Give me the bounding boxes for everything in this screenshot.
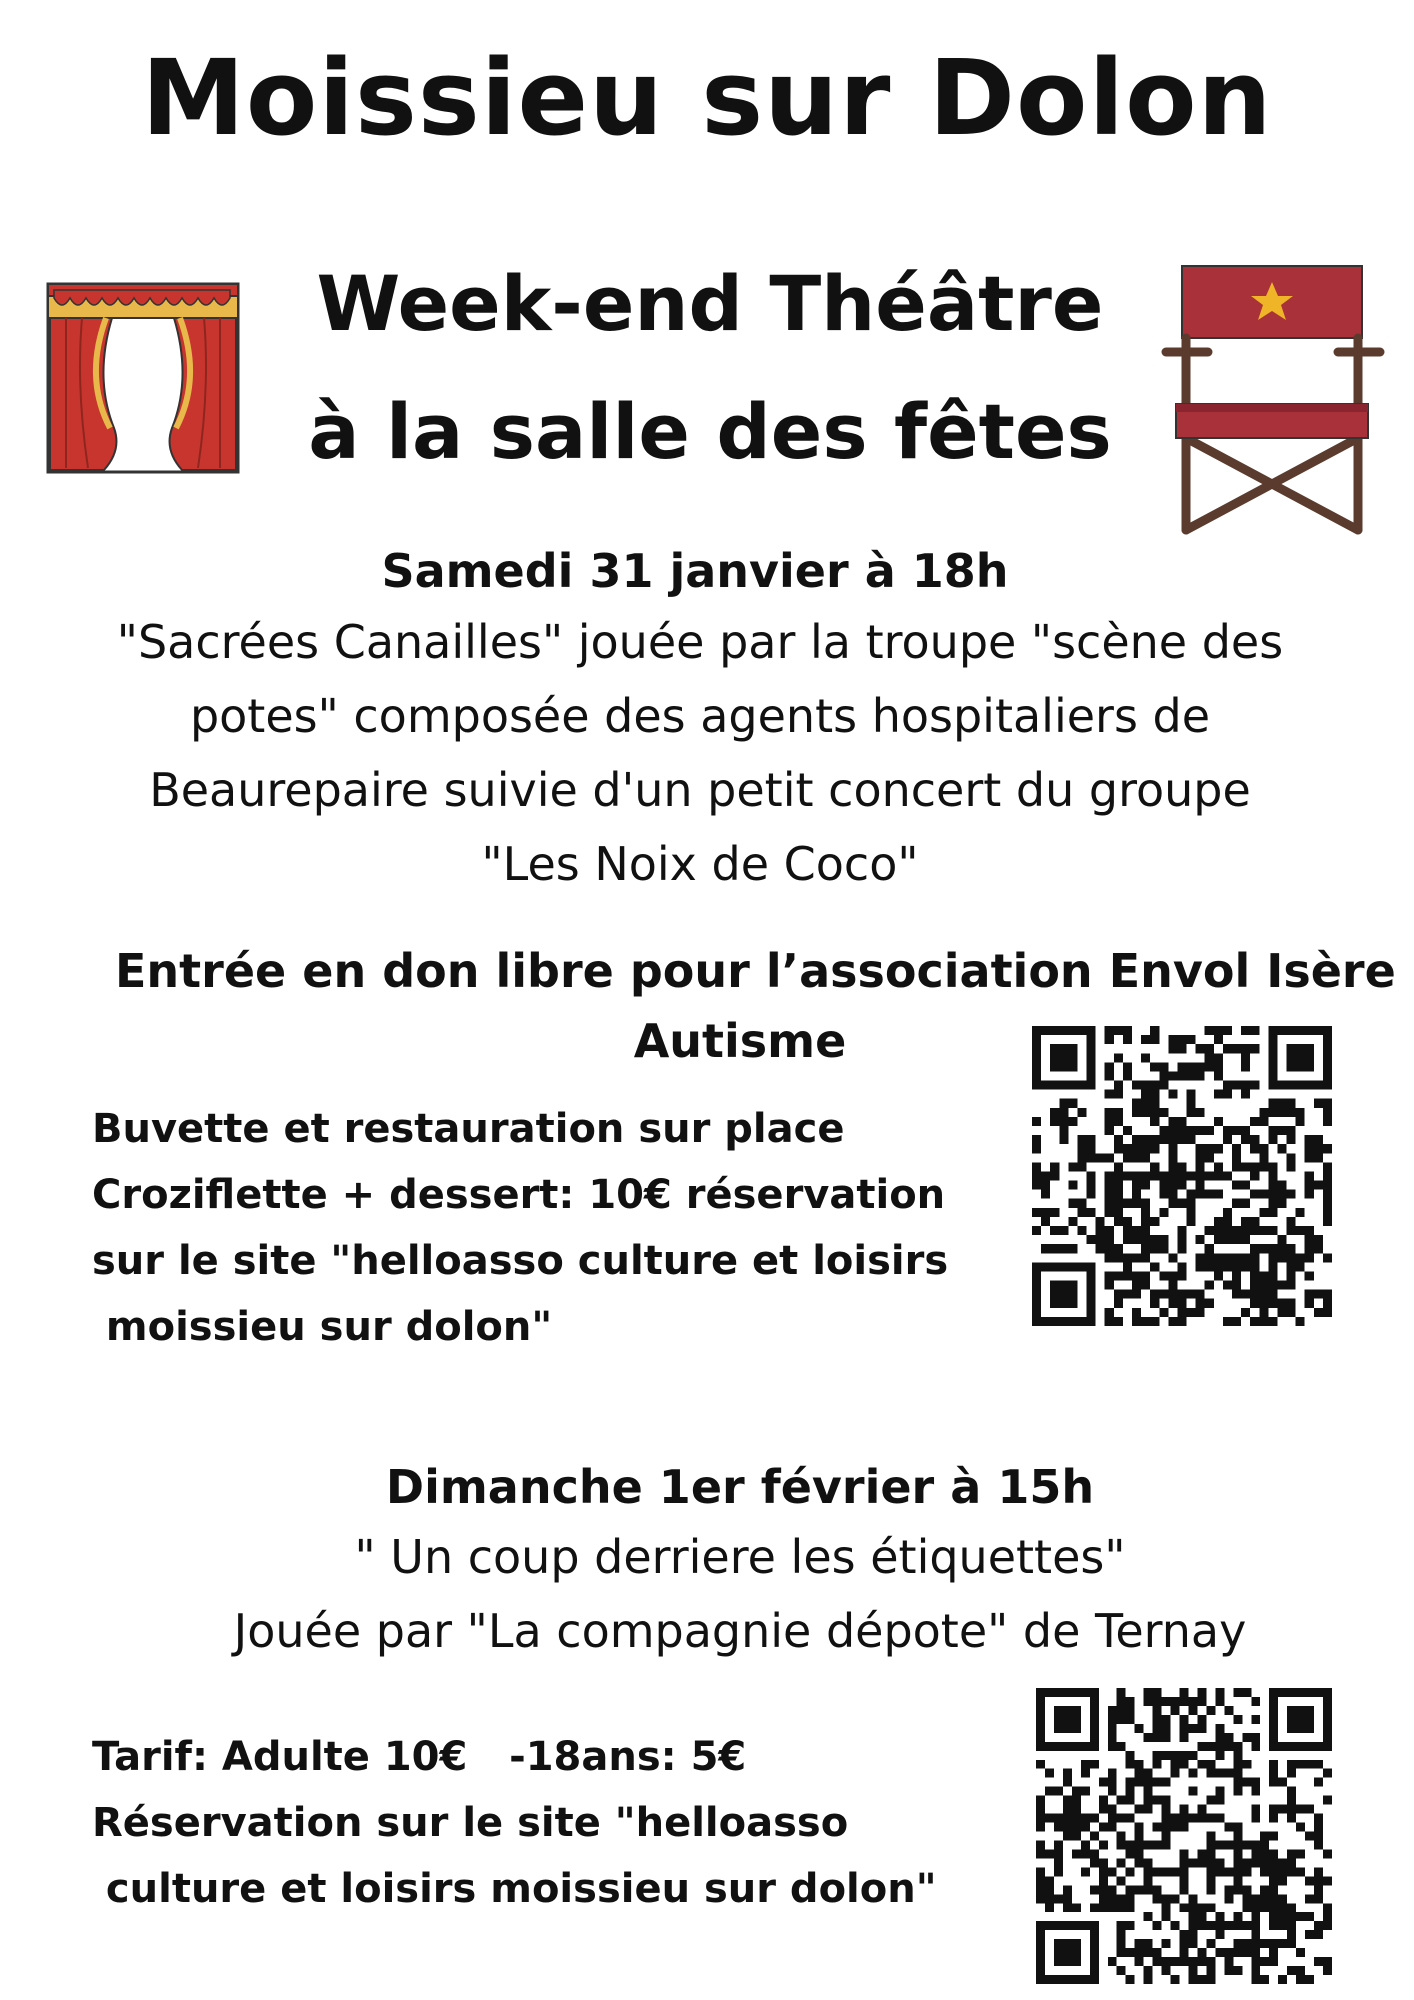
- saturday-description-line: "Les Noix de Coco": [481, 837, 919, 891]
- food-info-line: sur le site "helloasso culture et loisirs: [92, 1238, 949, 1284]
- qr-code-sunday[interactable]: [1036, 1688, 1332, 1984]
- event-headline: [250, 240, 1170, 496]
- theater-curtain-icon: [46, 282, 240, 474]
- sunday-description: [120, 1520, 1360, 1668]
- food-info-line: Croziflette + dessert: 10€ réservation: [92, 1172, 946, 1218]
- saturday-description-line: Beaurepaire suivie d'un petit concert du groupe: [149, 763, 1251, 817]
- pricing-line: culture et loisirs moissieu sur dolon": [92, 1866, 937, 1912]
- director-chair-icon: [1160, 262, 1386, 538]
- qr-code-saturday[interactable]: [1032, 1026, 1332, 1326]
- entry-note-line: Entrée en don libre pour l’association Envol Isère: [115, 944, 1396, 998]
- food-info-line: Buvette et restauration sur place: [92, 1106, 845, 1152]
- saturday-description: [50, 605, 1350, 901]
- entry-note-line: Autisme: [633, 1014, 847, 1068]
- town-title: Moissieu sur Dolon: [141, 37, 1273, 159]
- pricing-line: Réservation sur le site "helloasso: [92, 1800, 849, 1846]
- headline-line-2: à la salle des fêtes: [308, 387, 1112, 476]
- saturday-description-line: potes" composée des agents hospitaliers de: [189, 689, 1211, 743]
- headline-line-1: Week-end Théâtre: [316, 259, 1104, 348]
- pricing-line: Tarif: Adulte 10€ -18ans: 5€: [92, 1734, 747, 1780]
- sunday-pricing-info: [92, 1724, 1032, 1922]
- sunday-description-line: Jouée par "La compagnie dépote" de Ternay: [233, 1604, 1247, 1658]
- saturday-date: Samedi 31 janvier à 18h: [381, 544, 1009, 598]
- food-info-line: moissieu sur dolon": [92, 1304, 553, 1350]
- sunday-description-line: " Un coup derriere les étiquettes": [354, 1530, 1126, 1584]
- saturday-description-line: "Sacrées Canailles" jouée par la troupe "scène des: [116, 615, 1284, 669]
- saturday-food-info: [92, 1096, 1012, 1360]
- sunday-date: Dimanche 1er février à 15h: [385, 1460, 1095, 1514]
